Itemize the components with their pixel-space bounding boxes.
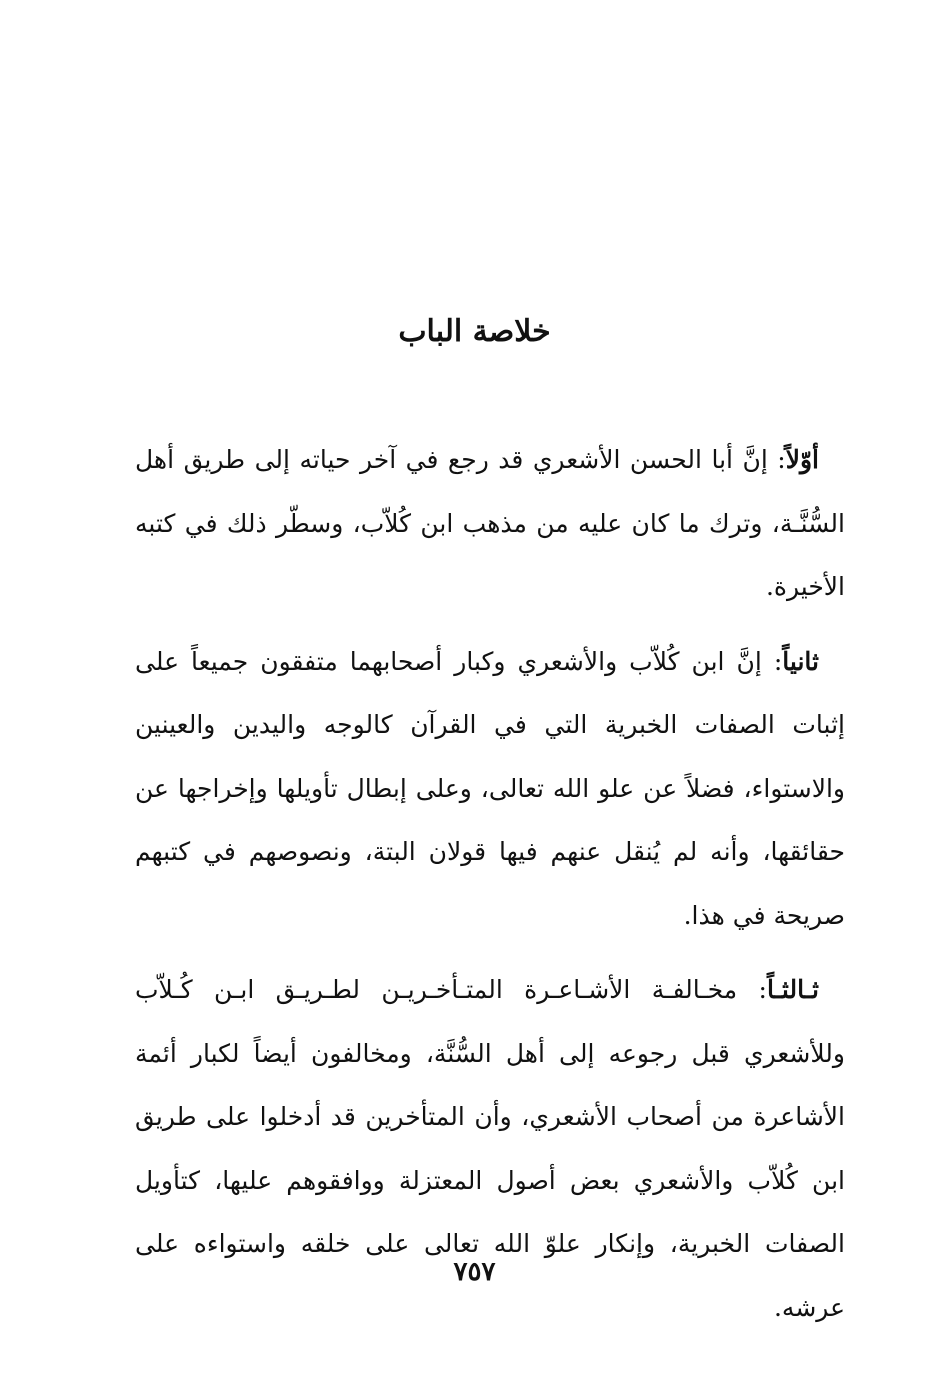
summary-body [135, 428, 845, 1350]
paragraph-lead: ثانياً [782, 646, 819, 676]
page-number: ٧٥٧ [453, 1257, 496, 1287]
paragraph-first [135, 428, 845, 619]
paragraph-lead: ثـالثـاً [766, 975, 819, 1004]
paragraph-text: : إنَّ أبا الحسن الأشعري قد رجع في آخر حياته إلى طريق أهل السُّنَّـة، وترك ما كان عليه من مذهب ابن كُلاّب، وسطّر ذلك في كتبه الأخيرة. [135, 445, 845, 601]
section-title: خلاصة الباب [398, 314, 551, 349]
paragraph-text: : إنَّ ابن كُلاّب والأشعري وكبار أصحابهما متفقون جميعاً على إثبات الصفات الخبرية التي في القرآن كالوجه واليدين والعينين والاستواء، فضلاً عن علو الله تعالى، وعلى إبطال تأويلها وإخراجها عن حقائقها، وأنه لم يُنقل عنهم فيها قولان البتة، ونصوصهم في كتبهم صريحة في هذا. [135, 646, 845, 930]
paragraph-text: : مخـالفـة الأشـاعـرة المتـأخـريـن لطـريـق ابـن كُـلاّب وللأشعري قبل رجوعه إلى أهل السُّنَّة، ومخالفون أيضاً لكبار أئمة الأشاعرة من أصحاب الأشعري، وأن المتأخرين قد أدخلوا على طريق ابن كُلاّب والأشعري بعض أصول المعتزلة ووافقوهم عليها، كتأويل الصفات الخبرية، وإنكار علوّ الله تعالى على خلقه واستواءه على عرشه. [135, 975, 845, 1322]
paragraph-lead: أوّلاً [785, 445, 819, 474]
paragraph-second [135, 630, 845, 948]
